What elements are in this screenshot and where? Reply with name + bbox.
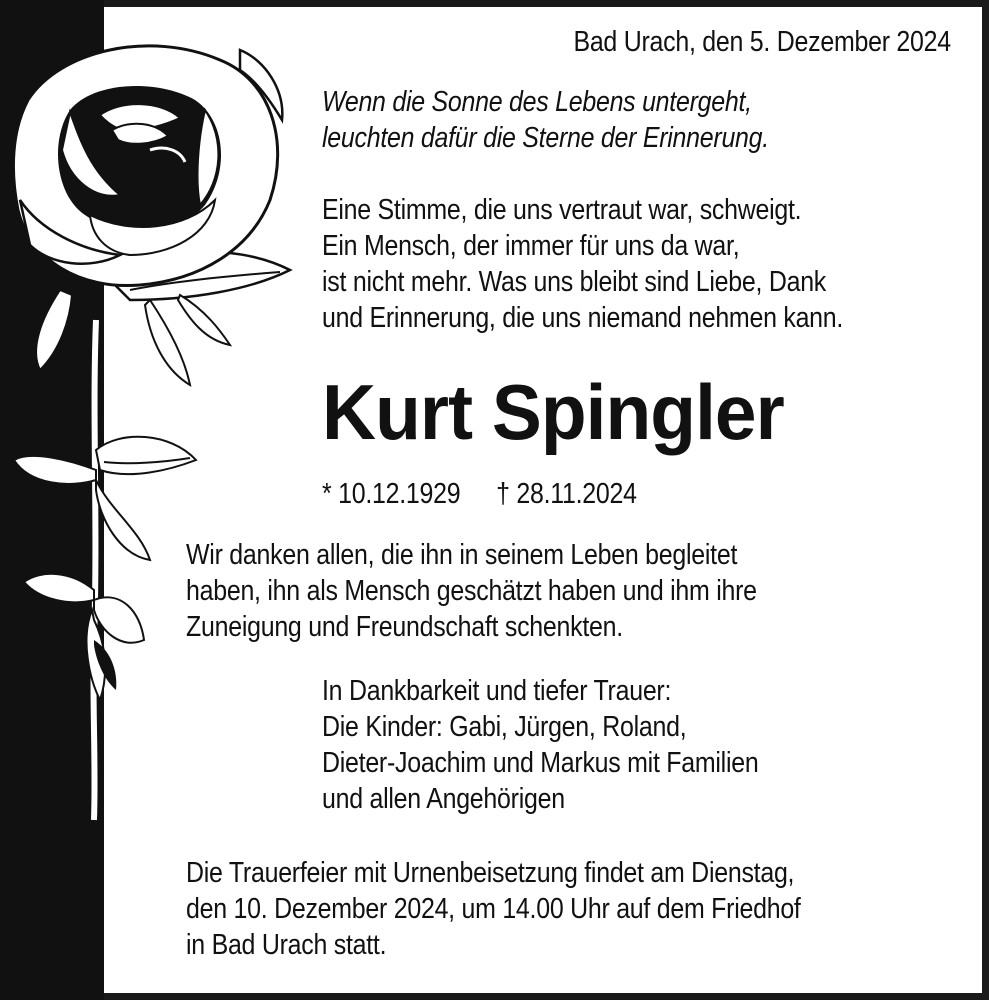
place-and-date: Bad Urach, den 5. Dezember 2024 [573, 26, 951, 58]
intro-line: Ein Mensch, der immer für uns da war, [322, 230, 740, 262]
thanks-text [186, 537, 757, 645]
mourners-line: Dieter-Joachim und Markus mit Familien [322, 747, 759, 779]
intro-line: und Erinnerung, die uns niemand nehmen kann. [322, 302, 844, 334]
rose-illustration [0, 0, 300, 1000]
deceased-name: Kurt Spingler [322, 368, 784, 456]
intro-text [322, 192, 843, 336]
death-date: † 28.11.2024 [496, 478, 637, 510]
intro-line: ist nicht mehr. Was uns bleibt sind Liebe, Dank [322, 266, 827, 298]
motto-line: leuchten dafür die Sterne der Erinnerung. [322, 122, 769, 154]
mourners-line: In Dankbarkeit und tiefer Trauer: [322, 675, 672, 707]
intro-line: Eine Stimme, die uns vertraut war, schweigt. [322, 194, 802, 226]
life-dates [322, 476, 637, 512]
thanks-line: Wir danken allen, die ihn in seinem Leben begleitet [186, 539, 738, 571]
thanks-line: Zuneigung und Freundschaft schenkten. [186, 611, 623, 643]
mourners-list [322, 673, 758, 817]
motto-quote [322, 84, 769, 156]
mourners-line: und allen Angehörigen [322, 783, 565, 815]
motto-line: Wenn die Sonne des Lebens untergeht, [322, 86, 752, 118]
service-line: den 10. Dezember 2024, um 14.00 Uhr auf dem Friedhof [186, 893, 801, 925]
service-line: in Bad Urach statt. [186, 929, 387, 961]
thanks-line: haben, ihn als Mensch geschätzt haben und ihm ihre [186, 575, 757, 607]
mourners-line: Die Kinder: Gabi, Jürgen, Roland, [322, 711, 687, 743]
funeral-service-info [186, 855, 801, 963]
birth-date: * 10.12.1929 [322, 478, 461, 510]
service-line: Die Trauerfeier mit Urnenbeisetzung findet am Dienstag, [186, 857, 795, 889]
